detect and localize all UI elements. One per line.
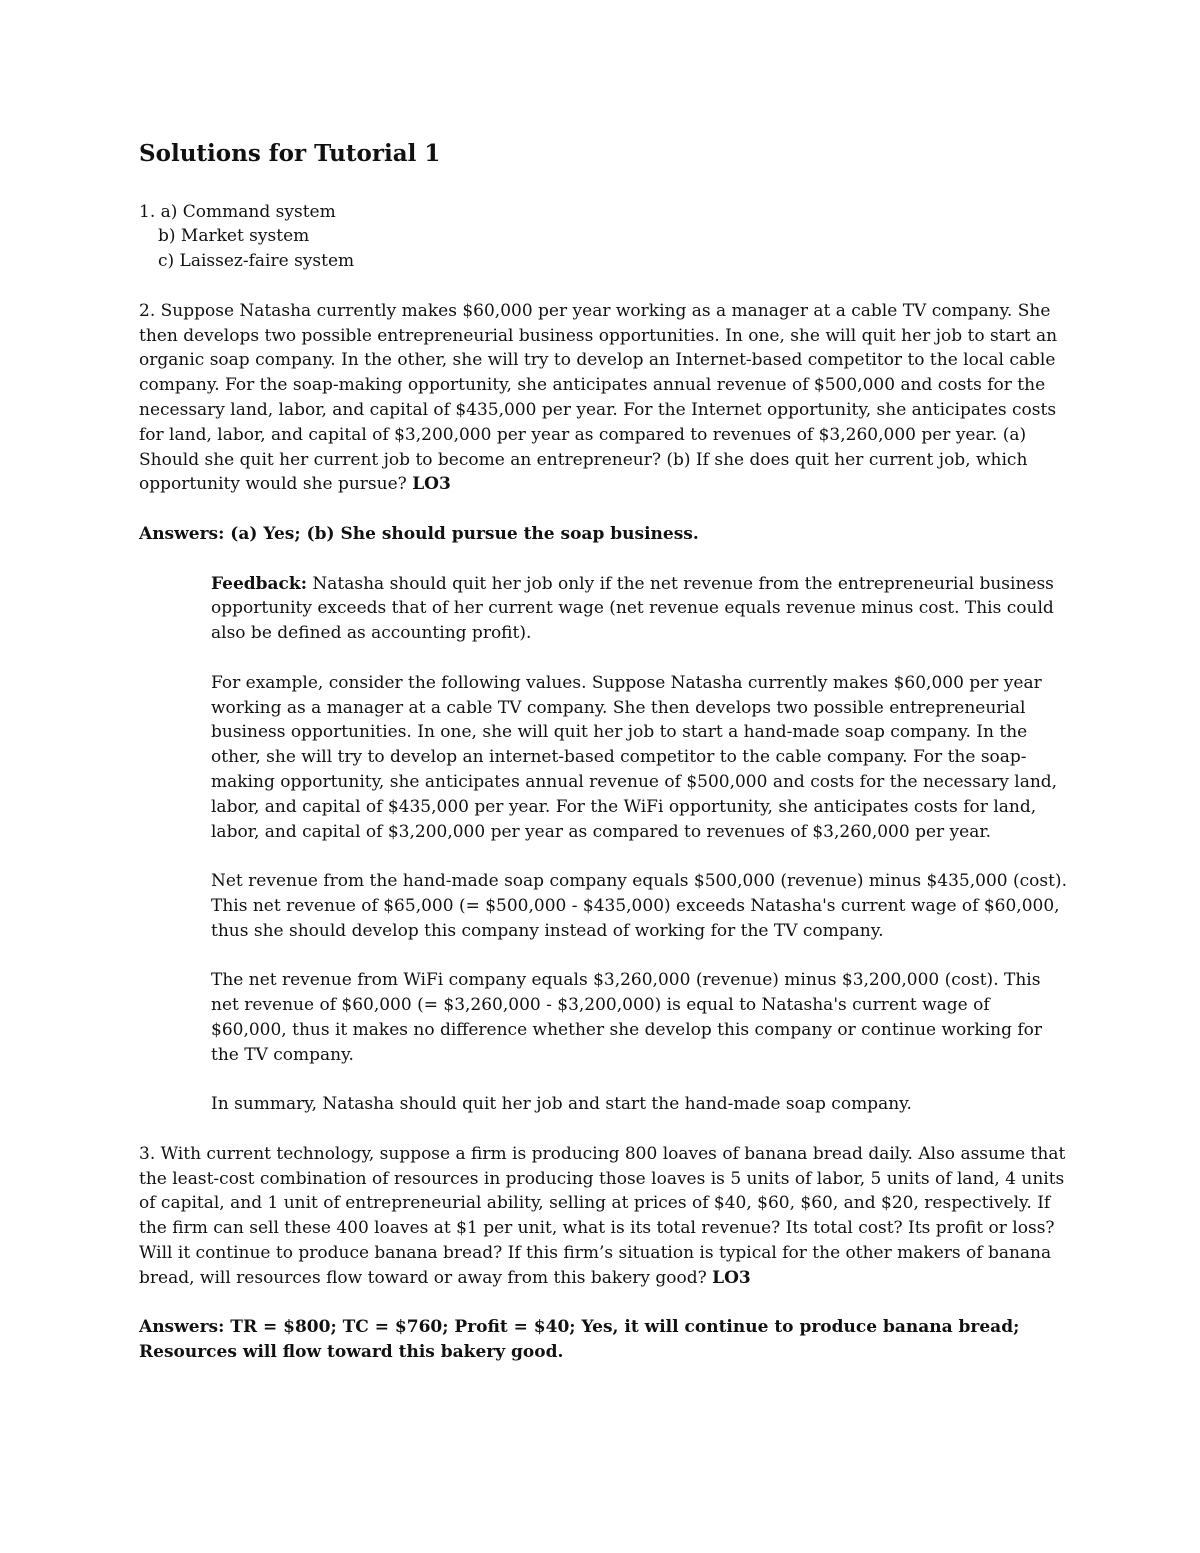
q1-item-a: 1. a) Command system [139, 201, 336, 222]
q3-answer: Answers: TR = $800; TC = $760; Profit = $40; Yes, it will continue to produce banana bread; Resources will flow toward this bakery good. [139, 1317, 1020, 1363]
document-page [139, 140, 1069, 1365]
q2-question-text: 2. Suppose Natasha currently makes $60,000 per year working as a manager at a cable TV company. She then develops two possible entrepreneurial business opportunities. In one, she will quit her job to start an organic soap company. In the other, she will try to develop an Internet-based competitor to the local cable company. For the soap-making opportunity, she anticipates annual revenue of $500,000 and costs for the necessary land, labor, and capital of $435,000 per year. For the Internet opportunity, she anticipates costs for land, labor, and capital of $3,200,000 per year as compared to revenues of $3,260,000 per year. (a) Should she quit her current job to become an entrepreneur? (b) If she does quit her current job, which opportunity would she pursue? [139, 300, 1058, 495]
q1-item-b: b) Market system [158, 226, 310, 247]
q2-feedback [139, 572, 1069, 646]
q2-wifi-analysis: The net revenue from WiFi company equals $3,260,000 (revenue) minus $3,200,000 (cost). This net revenue of $60,000 (= $3,260,000 - $3,200,000) is equal to Natasha's current wage of $60,000, thus it makes no difference whether she develop this company or continue working for the TV company. [211, 970, 1043, 1065]
q3-question [139, 1142, 1069, 1291]
page-title: Solutions for Tutorial 1 [139, 140, 441, 167]
feedback-text: Natasha should quit her job only if the net revenue from the entrepreneurial business opportunity exceeds that of her current wage (net revenue equals revenue minus cost. This could also be defined as accounting profit). [211, 573, 1054, 644]
q2-example: For example, consider the following values. Suppose Natasha currently makes $60,000 per year working as a manager at a cable TV company. She then develops two possible entrepreneurial business opportunities. In one, she will quit her job to start a hand-made soap company. In the other, she will try to develop an internet-based competitor to the cable company. For the soap-making opportunity, she anticipates annual revenue of $500,000 and costs for the necessary land, labor, and capital of $435,000 per year. For the WiFi opportunity, she anticipates costs for land, labor, and capital of $3,200,000 per year as compared to revenues of $3,260,000 per year. [211, 672, 1058, 842]
q3-question-text: 3. With current technology, suppose a firm is producing 800 loaves of banana bread daily. Also assume that the least-cost combination of resources in producing those loaves is 5 units of labor, 5 units of land, 4 units of capital, and 1 unit of entrepreneurial ability, selling at prices of $40, $60, $60, and $20, respectively. If the firm can sell these 400 loaves at $1 per unit, what is its total revenue? Its total cost? Its profit or loss? Will it continue to produce banana bread? If this firm’s situation is typical for the other makers of banana bread, will resources flow toward or away from this bakery good? [139, 1143, 1066, 1288]
q2-soap-analysis: Net revenue from the hand-made soap company equals $500,000 (revenue) minus $435,000 (cost). This net revenue of $65,000 (= $500,000 - $435,000) exceeds Natasha's current wage of $60,000, thus she should develop this company instead of working for the TV company. [211, 871, 1067, 941]
q2-summary: In summary, Natasha should quit her job and start the hand-made soap company. [211, 1094, 912, 1115]
feedback-label: Feedback: [211, 573, 307, 594]
q2-learning-objective: LO3 [412, 474, 451, 495]
q1-answer-list [139, 200, 1069, 274]
q2-question [139, 299, 1069, 497]
q2-answer: Answers: (a) Yes; (b) She should pursue the soap business. [139, 523, 699, 544]
q3-learning-objective: LO3 [712, 1267, 751, 1288]
q1-item-c: c) Laissez-faire system [158, 251, 355, 272]
